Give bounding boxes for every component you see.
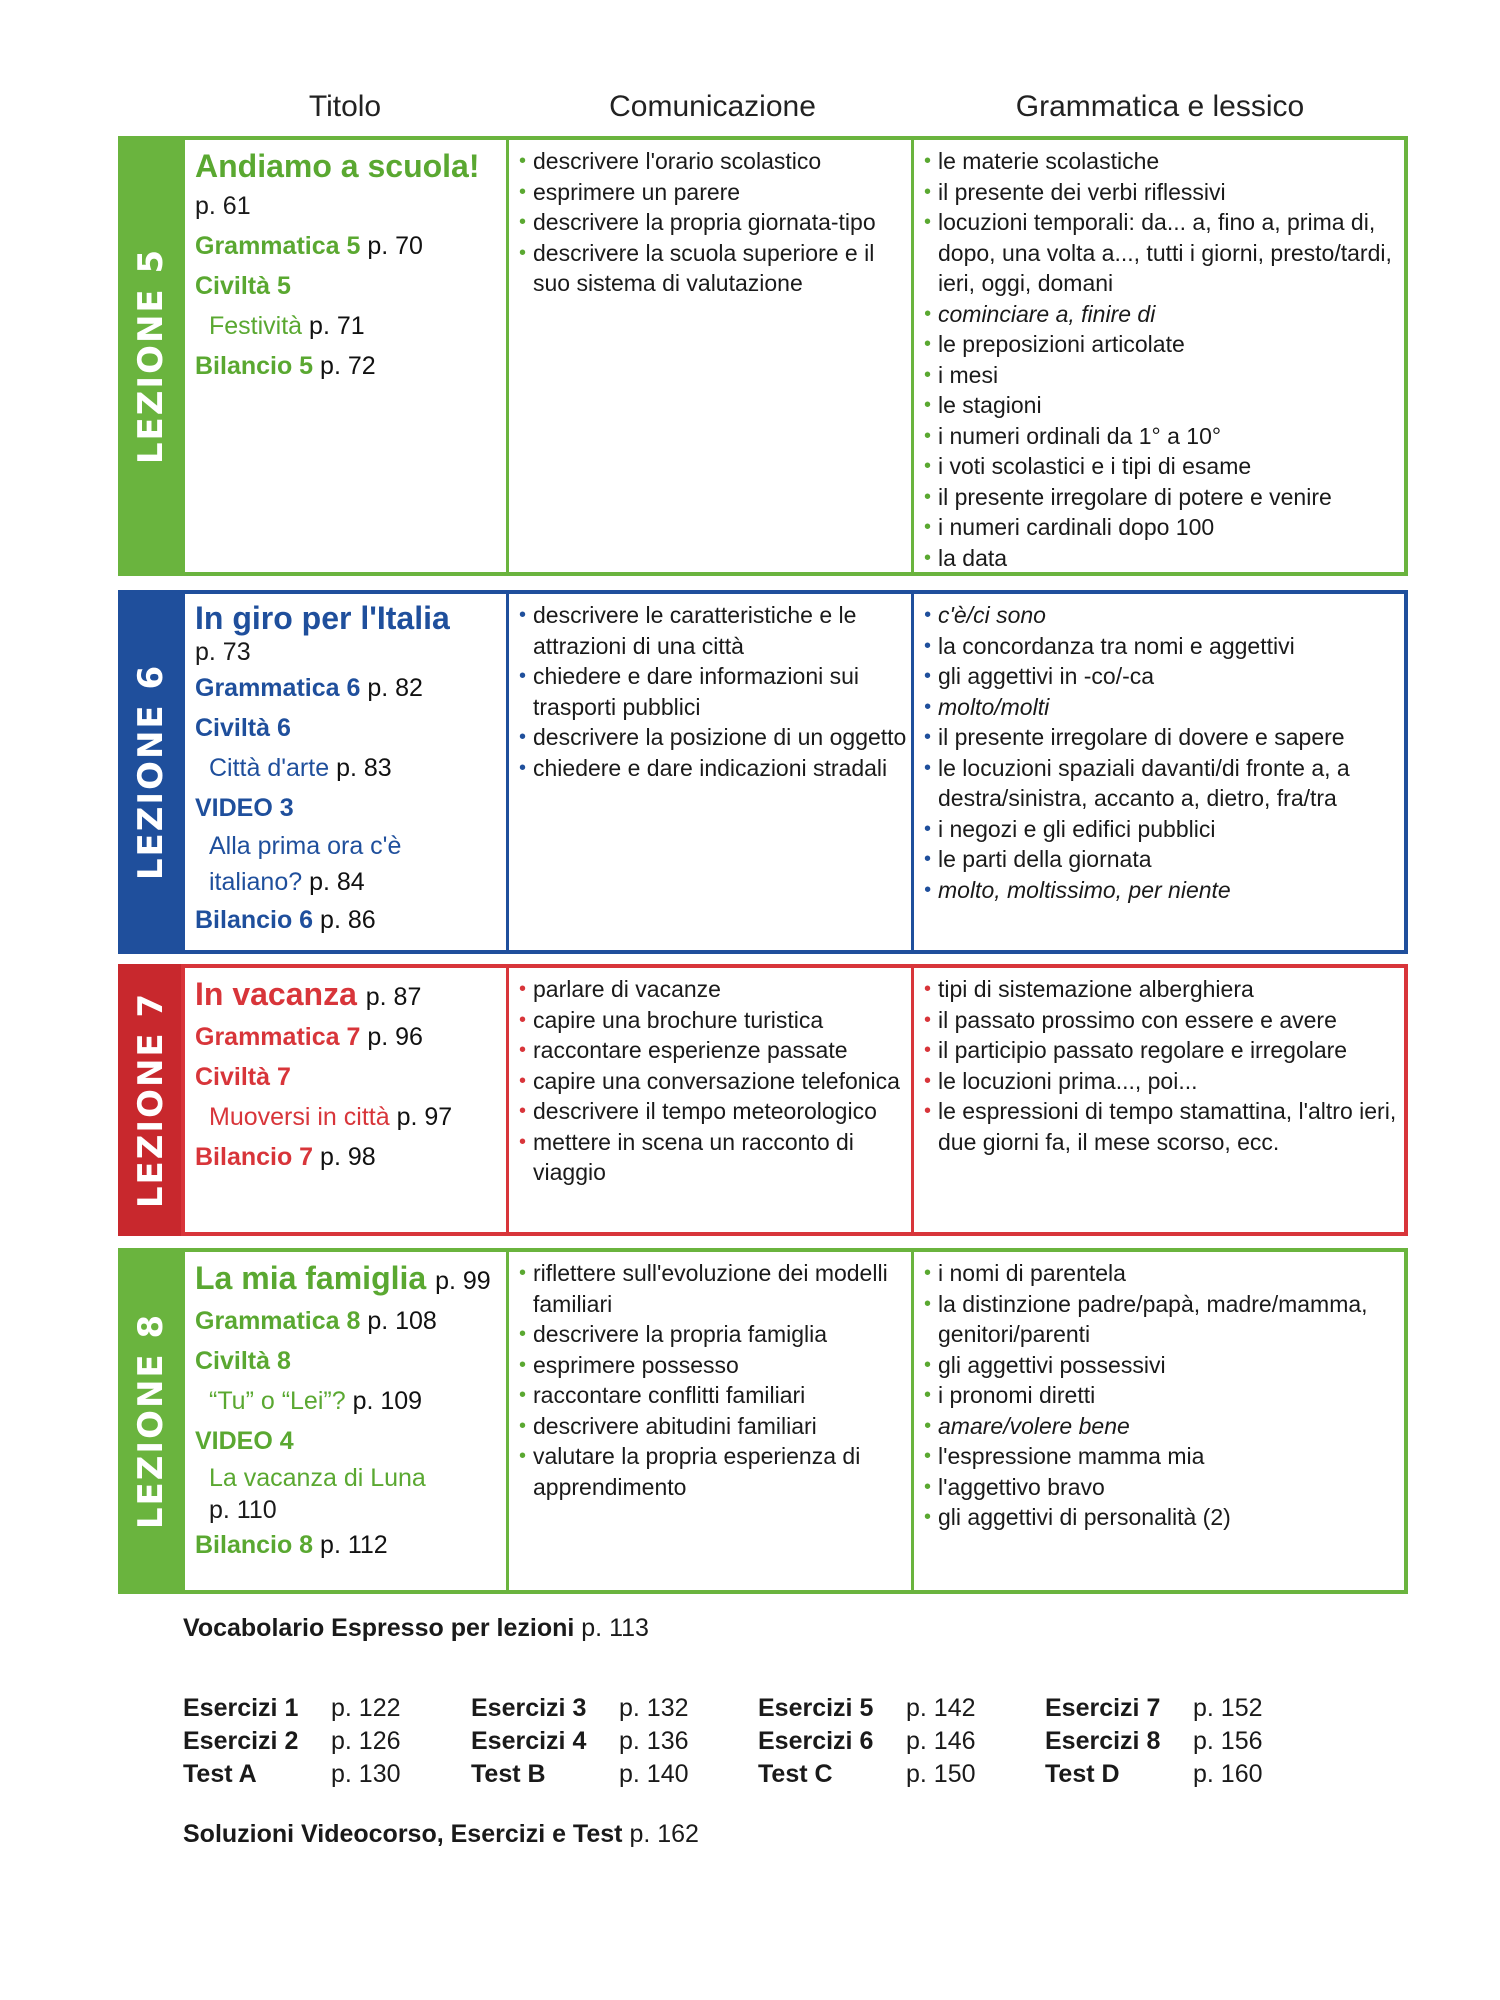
list-item: • esprimere un parere (515, 177, 907, 208)
video-link[interactable]: VIDEO 4 (195, 1427, 294, 1455)
lesson-8-label: LEZIONE 8 (130, 1312, 171, 1530)
video-topic-cont[interactable]: italiano? p. 84 (209, 868, 365, 896)
list-item: • molto/molti (920, 692, 1400, 723)
list-item: • le locuzioni prima..., poi... (920, 1066, 1400, 1097)
list-item: • i mesi (920, 360, 1400, 391)
soluzioni-link[interactable]: Soluzioni Videocorso, Esercizi e Test p. 162 (183, 1820, 699, 1848)
list-item: • il passato prossimo con essere e avere (920, 1005, 1400, 1036)
list-item: • capire una conversazione telefonica (515, 1066, 907, 1097)
list-item: • i voti scolastici e i tipi di esame (920, 451, 1400, 482)
civilta-link[interactable]: Civiltà 5 (195, 272, 291, 300)
civilta-topic[interactable]: Muoversi in città p. 97 (209, 1103, 453, 1131)
list-item: • le parti della giornata (920, 844, 1400, 875)
list-item: • descrivere l'orario scolastico (515, 146, 907, 177)
list-item: • l'espressione mamma mia (920, 1441, 1400, 1472)
list-item: • i numeri ordinali da 1° a 10° (920, 421, 1400, 452)
list-item: • il presente dei verbi riflessivi (920, 177, 1400, 208)
list-item: • la distinzione padre/papà, madre/mamma, genitori/parenti (920, 1289, 1400, 1350)
list-item: • riflettere sull'evoluzione dei modelli familiari (515, 1258, 907, 1319)
lesson-page: p. 61 (195, 192, 251, 220)
table-header (0, 90, 1500, 130)
bilancio-link[interactable]: Bilancio 5 p. 72 (195, 352, 376, 380)
list-item: • descrivere le caratteristiche e le attrazioni di una città (515, 600, 907, 661)
list-item: • valutare la propria esperienza di apprendimento (515, 1441, 907, 1502)
video-topic[interactable]: Alla prima ora c'è (209, 832, 402, 860)
list-item: • raccontare esperienze passate (515, 1035, 907, 1066)
lesson-8 (118, 1248, 1408, 1594)
test-entry[interactable]: Test D p. 160 (1045, 1760, 1263, 1788)
esercizi-entry[interactable]: Esercizi 1 p. 122 (183, 1694, 401, 1722)
lesson-7-comunicazione (509, 968, 914, 1232)
bilancio-link[interactable]: Bilancio 7 p. 98 (195, 1143, 376, 1171)
lesson-5-label: LEZIONE 5 (130, 247, 171, 465)
lesson-6-titolo (185, 594, 509, 950)
lesson-title[interactable]: Andiamo a scuola! (195, 148, 480, 184)
grammatica-link[interactable]: Grammatica 8 p. 108 (195, 1307, 437, 1335)
list-item: • capire una brochure turistica (515, 1005, 907, 1036)
list-item: • locuzioni temporali: da... a, fino a, prima di, dopo, una volta a..., tutti i giorni, presto/tardi, ieri, oggi, domani (920, 207, 1400, 299)
lesson-5-comunicazione (509, 140, 914, 572)
civilta-topic[interactable]: Città d'arte p. 83 (209, 754, 392, 782)
esercizi-entry[interactable]: Esercizi 6 p. 146 (758, 1727, 976, 1755)
header-comunicazione: Comunicazione (609, 90, 816, 123)
list-item: • mettere in scena un racconto di viaggio (515, 1127, 907, 1188)
list-item: • il presente irregolare di potere e venire (920, 482, 1400, 513)
list-item: • la concordanza tra nomi e aggettivi (920, 631, 1400, 662)
video-topic[interactable]: La vacanza di Luna (209, 1464, 426, 1492)
list-item: • chiedere e dare indicazioni stradali (515, 753, 907, 784)
esercizi-entry[interactable]: Esercizi 8 p. 156 (1045, 1727, 1263, 1755)
list-item: • tipi di sistemazione alberghiera (920, 974, 1400, 1005)
list-item: • le materie scolastiche (920, 146, 1400, 177)
list-item: • le locuzioni spaziali davanti/di fronte a, a destra/sinistra, accanto a, dietro, fra/tra (920, 753, 1400, 814)
lesson-8-titolo (185, 1252, 509, 1590)
esercizi-entry[interactable]: Esercizi 7 p. 152 (1045, 1694, 1263, 1722)
test-entry[interactable]: Test A p. 130 (183, 1760, 401, 1788)
list-item: • cominciare a, finire di (920, 299, 1400, 330)
list-item: • gli aggettivi in -co/-ca (920, 661, 1400, 692)
esercizi-entry[interactable]: Esercizi 5 p. 142 (758, 1694, 976, 1722)
list-item: • la data (920, 543, 1400, 574)
esercizi-entry[interactable]: Esercizi 4 p. 136 (471, 1727, 689, 1755)
lesson-7-grammatica (914, 968, 1404, 1232)
test-entry[interactable]: Test B p. 140 (471, 1760, 689, 1788)
list-item: • molto, moltissimo, per niente (920, 875, 1400, 906)
lesson-5-titolo (185, 140, 509, 572)
list-item: • gli aggettivi possessivi (920, 1350, 1400, 1381)
lesson-8-tab (118, 1248, 183, 1594)
grammatica-link[interactable]: Grammatica 5 p. 70 (195, 232, 423, 260)
list-item: • descrivere la propria famiglia (515, 1319, 907, 1350)
lesson-7-label: LEZIONE 7 (130, 991, 171, 1209)
vocabolario-link[interactable]: Vocabolario Espresso per lezioni p. 113 (183, 1614, 649, 1642)
lesson-5 (118, 136, 1408, 576)
bilancio-link[interactable]: Bilancio 6 p. 86 (195, 906, 376, 934)
civilta-link[interactable]: Civiltà 7 (195, 1063, 291, 1091)
list-item: • le preposizioni articolate (920, 329, 1400, 360)
list-item: • le stagioni (920, 390, 1400, 421)
lesson-title-row[interactable]: La mia famiglia p. 99 (195, 1260, 491, 1296)
list-item: • descrivere il tempo meteorologico (515, 1096, 907, 1127)
list-item: • descrivere la posizione di un oggetto (515, 722, 907, 753)
civilta-link[interactable]: Civiltà 8 (195, 1347, 291, 1375)
lesson-7 (118, 964, 1408, 1236)
grammatica-link[interactable]: Grammatica 6 p. 82 (195, 674, 423, 702)
esercizi-entry[interactable]: Esercizi 2 p. 126 (183, 1727, 401, 1755)
lesson-title-row[interactable]: In vacanza p. 87 (195, 976, 422, 1012)
lesson-5-tab (118, 136, 183, 576)
lesson-5-grammatica (914, 140, 1404, 572)
list-item: • il participio passato regolare e irregolare (920, 1035, 1400, 1066)
list-item: • il presente irregolare di dovere e sapere (920, 722, 1400, 753)
list-item: • i numeri cardinali dopo 100 (920, 512, 1400, 543)
civilta-topic[interactable]: “Tu” o “Lei”? p. 109 (209, 1387, 423, 1415)
list-item: • descrivere la scuola superiore e il suo sistema di valutazione (515, 238, 907, 299)
lesson-7-tab (118, 964, 183, 1236)
header-grammatica: Grammatica e lessico (1015, 90, 1305, 123)
lesson-7-titolo (185, 968, 509, 1232)
list-item: • le espressioni di tempo stamattina, l'altro ieri, due giorni fa, il mese scorso, ecc. (920, 1096, 1400, 1157)
list-item: • c'è/ci sono (920, 600, 1400, 631)
grammatica-link[interactable]: Grammatica 7 p. 96 (195, 1023, 423, 1051)
list-item: • chiedere e dare informazioni sui trasporti pubblici (515, 661, 907, 722)
lesson-6-comunicazione (509, 594, 914, 950)
bilancio-link[interactable]: Bilancio 8 p. 112 (195, 1531, 388, 1559)
lesson-6 (118, 590, 1408, 954)
video-page: p. 110 (209, 1496, 277, 1524)
lesson-6-label: LEZIONE 6 (130, 663, 171, 881)
list-item: • amare/volere bene (920, 1411, 1400, 1442)
list-item: • gli aggettivi di personalità (2) (920, 1502, 1400, 1533)
video-link[interactable]: VIDEO 3 (195, 794, 294, 822)
lesson-8-comunicazione (509, 1252, 914, 1590)
list-item: • descrivere abitudini familiari (515, 1411, 907, 1442)
lesson-title[interactable]: In giro per l'Italia (195, 600, 450, 636)
list-item: • l'aggettivo bravo (920, 1472, 1400, 1503)
civilta-link[interactable]: Civiltà 6 (195, 714, 291, 742)
list-item: • i negozi e gli edifici pubblici (920, 814, 1400, 845)
civilta-topic[interactable]: Festività p. 71 (209, 312, 365, 340)
lesson-6-tab (118, 590, 183, 954)
lesson-page: p. 73 (195, 638, 251, 666)
list-item: • parlare di vacanze (515, 974, 907, 1005)
list-item: • raccontare conflitti familiari (515, 1380, 907, 1411)
test-entry[interactable]: Test C p. 150 (758, 1760, 976, 1788)
list-item: • descrivere la propria giornata-tipo (515, 207, 907, 238)
list-item: • i nomi di parentela (920, 1258, 1400, 1289)
list-item: • i pronomi diretti (920, 1380, 1400, 1411)
lesson-8-grammatica (914, 1252, 1404, 1590)
lesson-6-grammatica (914, 594, 1404, 950)
list-item: • esprimere possesso (515, 1350, 907, 1381)
esercizi-entry[interactable]: Esercizi 3 p. 132 (471, 1694, 689, 1722)
header-titolo: Titolo (308, 90, 382, 123)
